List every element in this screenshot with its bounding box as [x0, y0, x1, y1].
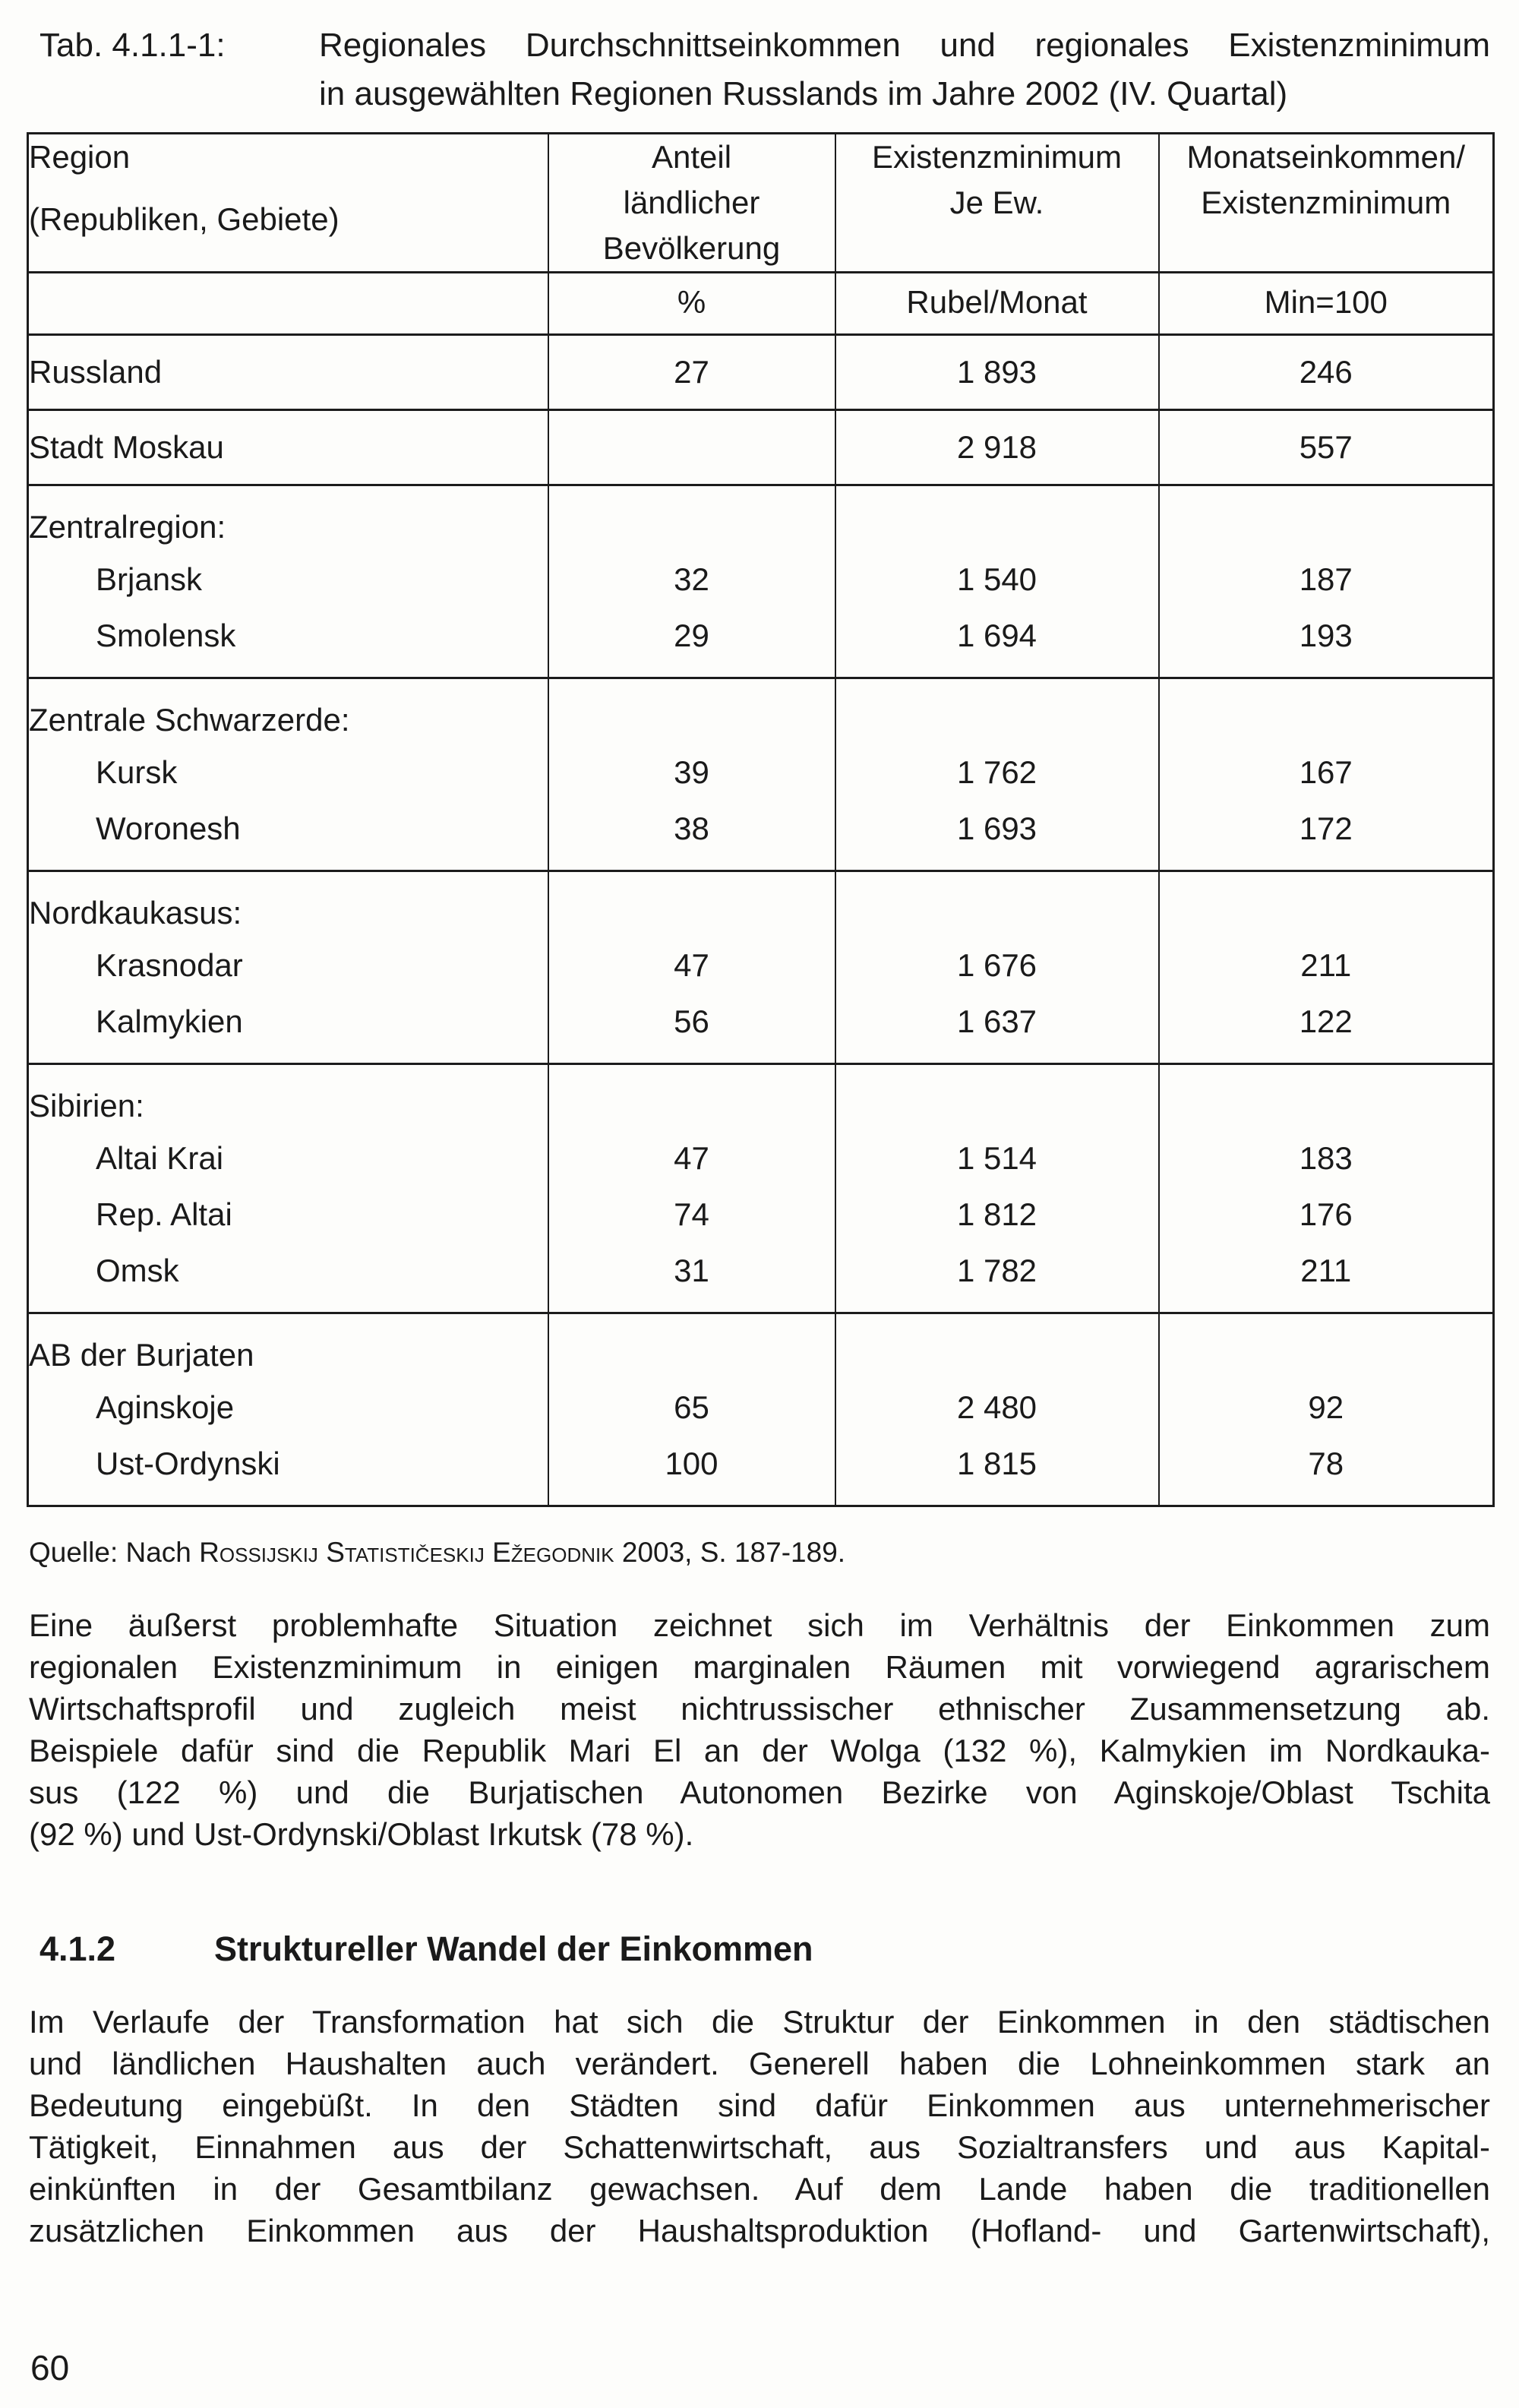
minimum-cell: 1 676	[835, 937, 1159, 994]
header-line: Bevölkerung	[602, 230, 781, 266]
header-line: Je Ew.	[949, 185, 1044, 220]
share-cell: 56	[548, 994, 835, 1064]
source-note	[29, 1534, 1490, 1571]
empty-cell	[548, 1064, 835, 1131]
col-header-minimum	[835, 134, 1159, 273]
table-caption	[39, 21, 1490, 119]
header-line: (Republiken, Gebiete)	[29, 201, 339, 237]
paragraph-line: Eine äußerst problemhafte Situation zeichnet sich im Verhältnis der Einkommen zum	[29, 1607, 1490, 1643]
share-cell: 38	[548, 801, 835, 871]
minimum-cell: 1 637	[835, 994, 1159, 1064]
empty-cell	[548, 871, 835, 938]
minimum-cell: 1 815	[835, 1436, 1159, 1506]
header-line: Monatseinkommen/	[1186, 139, 1465, 175]
empty-cell	[835, 1313, 1159, 1380]
paragraph-line: Bedeutung eingebüßt. In den Städten sind dafür Einkommen aus unternehmerischer	[29, 2087, 1490, 2123]
ratio-cell: 78	[1159, 1436, 1494, 1506]
table-row	[28, 937, 1494, 994]
region-cell: Omsk	[28, 1243, 548, 1313]
empty-cell	[1159, 1064, 1494, 1131]
table-row	[28, 335, 1494, 410]
unit-cell-minimum: Rubel/Monat	[835, 273, 1159, 335]
region-cell: Krasnodar	[28, 937, 548, 994]
share-cell: 74	[548, 1187, 835, 1243]
minimum-cell: 1 812	[835, 1187, 1159, 1243]
paragraph-line: (92 %) und Ust-Ordynski/Oblast Irkutsk (78 %).	[29, 1816, 694, 1852]
share-cell: 32	[548, 551, 835, 608]
empty-cell	[548, 678, 835, 745]
ratio-cell: 176	[1159, 1187, 1494, 1243]
share-cell: 27	[548, 335, 835, 410]
table-row	[28, 1379, 1494, 1436]
paragraph-line: Beispiele dafür sind die Republik Mari El an der Wolga (132 %), Kalmykien im Nordkauka-	[29, 1733, 1490, 1768]
empty-cell	[1159, 678, 1494, 745]
minimum-cell: 2 480	[835, 1379, 1159, 1436]
page-number: 60	[30, 2348, 70, 2387]
empty-cell	[835, 678, 1159, 745]
ratio-cell: 187	[1159, 551, 1494, 608]
share-cell	[548, 410, 835, 485]
table-caption-line: Regionales Durchschnittseinkommen und regionales Existenzminimum	[319, 27, 1490, 64]
col-header-ratio	[1159, 134, 1494, 273]
paragraph-line: regionalen Existenzminimum in einigen marginalen Räumen mit vorwiegend agrarischem	[29, 1649, 1490, 1685]
share-cell: 29	[548, 608, 835, 678]
table-row	[28, 608, 1494, 678]
empty-cell	[835, 485, 1159, 552]
group-label-cell: AB der Burjaten	[28, 1313, 548, 1380]
region-cell: Stadt Moskau	[28, 410, 548, 485]
region-cell: Kursk	[28, 744, 548, 801]
paragraph-line: Tätigkeit, Einnahmen aus der Schattenwirtschaft, aus Sozialtransfers und aus Kapital-	[29, 2129, 1490, 2165]
region-cell: Ust-Ordynski	[28, 1436, 548, 1506]
col-header-region	[28, 134, 548, 273]
minimum-cell: 1 762	[835, 744, 1159, 801]
header-line: Anteil	[651, 139, 732, 175]
minimum-cell: 1 782	[835, 1243, 1159, 1313]
source-suffix: 2003, S. 187-189.	[614, 1537, 846, 1568]
paragraph	[29, 1604, 1490, 1855]
ratio-cell: 183	[1159, 1130, 1494, 1187]
empty-cell	[835, 1064, 1159, 1131]
ratio-cell: 172	[1159, 801, 1494, 871]
ratio-cell: 193	[1159, 608, 1494, 678]
table-caption-label: Tab. 4.1.1-1:	[39, 27, 226, 64]
empty-cell	[835, 871, 1159, 938]
group-header-row	[28, 485, 1494, 552]
minimum-cell: 1 693	[835, 801, 1159, 871]
share-cell: 47	[548, 1130, 835, 1187]
group-label-cell: Nordkaukasus:	[28, 871, 548, 938]
paragraph-line: einkünften in der Gesamtbilanz gewachsen. Auf dem Lande haben die traditionellen	[29, 2171, 1490, 2207]
paragraph-line: Wirtschaftsprofil und zugleich meist nichtrussischer ethnischer Zusammensetzung ab.	[29, 1691, 1490, 1727]
group-label-cell: Sibirien:	[28, 1064, 548, 1131]
section-title: Struktureller Wandel der Einkommen	[214, 1929, 813, 1968]
region-cell: Woronesh	[28, 801, 548, 871]
minimum-cell: 1 514	[835, 1130, 1159, 1187]
group-label-cell: Zentralregion:	[28, 485, 548, 552]
share-cell: 47	[548, 937, 835, 994]
region-cell: Altai Krai	[28, 1130, 548, 1187]
header-line: ländlicher	[623, 185, 760, 220]
paragraph-line: Im Verlaufe der Transformation hat sich die Struktur der Einkommen in den städtischen	[29, 2004, 1490, 2040]
paragraph-line: sus (122 %) und die Burjatischen Autonomen Bezirke von Aginskoje/Oblast Tschita	[29, 1774, 1490, 1810]
group-header-row	[28, 678, 1494, 745]
ratio-cell: 167	[1159, 744, 1494, 801]
paragraph-line: zusätzlichen Einkommen aus der Haushaltsproduktion (Hofland- und Gartenwirtschaft),	[29, 2213, 1490, 2248]
group-header-row	[28, 871, 1494, 938]
region-cell: Kalmykien	[28, 994, 548, 1064]
ratio-cell: 92	[1159, 1379, 1494, 1436]
header-line: Region	[29, 139, 131, 175]
share-cell: 100	[548, 1436, 835, 1506]
empty-cell	[28, 273, 548, 335]
section-number: 4.1.2	[39, 1929, 116, 1968]
header-line: Existenzminimum	[1201, 185, 1451, 220]
table-row	[28, 1243, 1494, 1313]
section-heading	[39, 1928, 1490, 1970]
minimum-cell: 1 893	[835, 335, 1159, 410]
empty-cell	[1159, 1313, 1494, 1380]
region-cell: Brjansk	[28, 551, 548, 608]
table-row	[28, 1130, 1494, 1187]
table-caption-text	[319, 21, 1490, 119]
ratio-cell: 246	[1159, 335, 1494, 410]
group-header-row	[28, 1313, 1494, 1380]
unit-cell-share: %	[548, 273, 835, 335]
ratio-cell: 211	[1159, 937, 1494, 994]
minimum-cell: 1 540	[835, 551, 1159, 608]
region-cell: Aginskoje	[28, 1379, 548, 1436]
table-row	[28, 994, 1494, 1064]
minimum-cell: 1 694	[835, 608, 1159, 678]
region-cell: Russland	[28, 335, 548, 410]
empty-cell	[1159, 871, 1494, 938]
table-row	[28, 551, 1494, 608]
empty-cell	[548, 485, 835, 552]
table-caption-line: in ausgewählten Regionen Russlands im Jahre 2002 (IV. Quartal)	[319, 75, 1288, 112]
ratio-cell: 122	[1159, 994, 1494, 1064]
table-row	[28, 744, 1494, 801]
empty-cell	[548, 1313, 835, 1380]
unit-cell-ratio: Min=100	[1159, 273, 1494, 335]
group-header-row	[28, 1064, 1494, 1131]
region-cell: Rep. Altai	[28, 1187, 548, 1243]
source-prefix: Quelle: Nach	[29, 1537, 200, 1568]
paragraph-line: und ländlichen Haushalten auch verändert. Generell haben die Lohneinkommen stark an	[29, 2046, 1490, 2081]
regional-income-table	[27, 132, 1495, 1507]
minimum-cell: 2 918	[835, 410, 1159, 485]
share-cell: 65	[548, 1379, 835, 1436]
region-cell: Smolensk	[28, 608, 548, 678]
source-title: Rossijskij Statističeskij Ežegodnik	[199, 1537, 614, 1568]
group-label-cell: Zentrale Schwarzerde:	[28, 678, 548, 745]
ratio-cell: 557	[1159, 410, 1494, 485]
table-row	[28, 801, 1494, 871]
table-row	[28, 1436, 1494, 1506]
table-units-row	[28, 273, 1494, 335]
col-header-rural-share	[548, 134, 835, 273]
ratio-cell: 211	[1159, 1243, 1494, 1313]
table-header-row	[28, 134, 1494, 273]
table-row	[28, 410, 1494, 485]
paragraph	[29, 2001, 1490, 2252]
header-line: Existenzminimum	[871, 139, 1123, 175]
share-cell: 39	[548, 744, 835, 801]
table-row	[28, 1187, 1494, 1243]
empty-cell	[1159, 485, 1494, 552]
share-cell: 31	[548, 1243, 835, 1313]
